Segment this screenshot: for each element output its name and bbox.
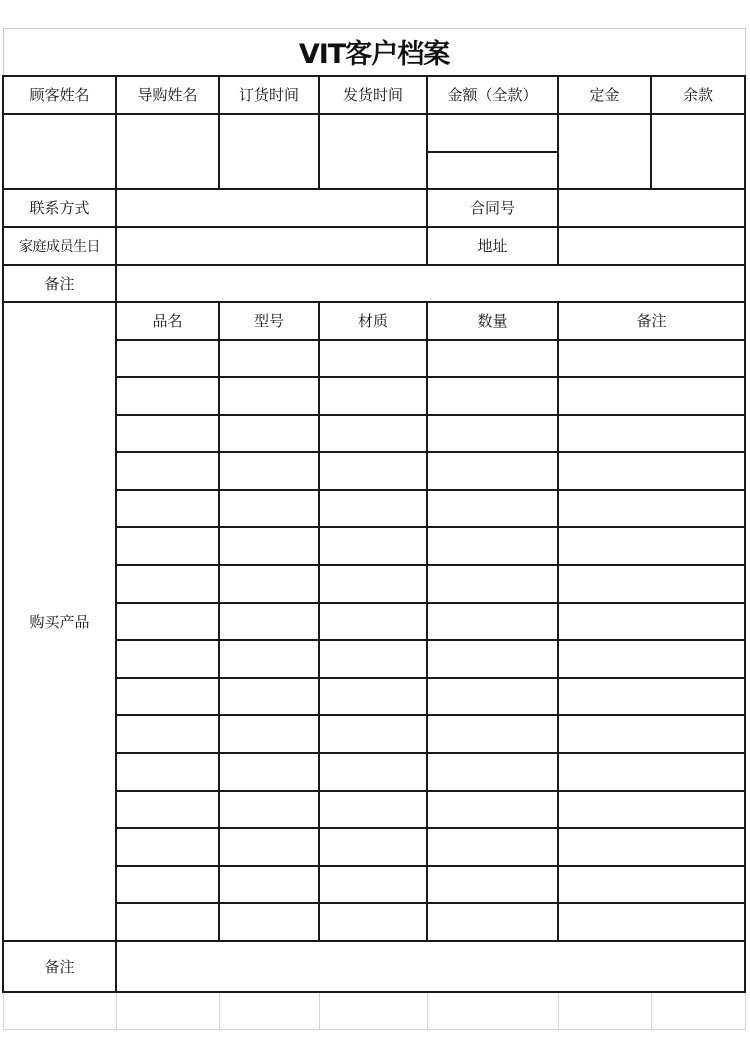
- address-label: 地址: [427, 227, 558, 265]
- product-material-cell[interactable]: [319, 452, 427, 490]
- product-remark-cell[interactable]: [558, 791, 745, 829]
- family-birthday-cell[interactable]: [116, 227, 427, 265]
- product-name-cell[interactable]: [116, 603, 219, 641]
- product-name-cell[interactable]: [116, 791, 219, 829]
- guide-name-cell[interactable]: [116, 114, 219, 189]
- header-customer-name: 顾客姓名: [3, 76, 116, 114]
- product-name-cell[interactable]: [116, 678, 219, 716]
- product-quantity-cell[interactable]: [427, 791, 558, 829]
- product-model-cell[interactable]: [219, 640, 319, 678]
- product-name-cell[interactable]: [116, 866, 219, 904]
- product-model-cell[interactable]: [219, 828, 319, 866]
- product-model-cell[interactable]: [219, 903, 319, 941]
- balance-cell[interactable]: [651, 114, 745, 189]
- empty-grid-cell[interactable]: [319, 992, 427, 1029]
- empty-grid-cell[interactable]: [3, 992, 116, 1029]
- contract-cell[interactable]: [558, 189, 745, 227]
- product-model-cell[interactable]: [219, 340, 319, 378]
- product-model-cell[interactable]: [219, 753, 319, 791]
- product-name-cell[interactable]: [116, 490, 219, 528]
- product-remark-cell[interactable]: [558, 640, 745, 678]
- empty-grid-cell[interactable]: [558, 992, 651, 1029]
- product-name-cell[interactable]: [116, 527, 219, 565]
- remark-label: 备注: [3, 265, 116, 302]
- product-remark-cell[interactable]: [558, 565, 745, 603]
- product-remark-cell[interactable]: [558, 603, 745, 641]
- product-name-cell[interactable]: [116, 753, 219, 791]
- amount-cell-2[interactable]: [427, 152, 558, 189]
- product-name-cell[interactable]: [116, 828, 219, 866]
- order-time-cell[interactable]: [219, 114, 319, 189]
- product-quantity-cell[interactable]: [427, 640, 558, 678]
- product-quantity-cell[interactable]: [427, 828, 558, 866]
- product-model-cell[interactable]: [219, 791, 319, 829]
- product-model-cell[interactable]: [219, 415, 319, 453]
- product-material-cell[interactable]: [319, 565, 427, 603]
- product-remark-cell[interactable]: [558, 527, 745, 565]
- empty-grid-cell[interactable]: [427, 992, 558, 1029]
- product-remark-cell[interactable]: [558, 678, 745, 716]
- product-material-cell[interactable]: [319, 340, 427, 378]
- product-remark-cell[interactable]: [558, 340, 745, 378]
- product-remark-cell[interactable]: [558, 828, 745, 866]
- ship-time-cell[interactable]: [319, 114, 427, 189]
- product-quantity-cell[interactable]: [427, 753, 558, 791]
- product-material-cell[interactable]: [319, 527, 427, 565]
- header-deposit: 定金: [558, 76, 651, 114]
- product-remark-cell[interactable]: [558, 452, 745, 490]
- contact-label: 联系方式: [3, 189, 116, 227]
- product-material-cell[interactable]: [319, 828, 427, 866]
- page-title: VIT客户档案: [3, 29, 745, 76]
- remark-cell[interactable]: [116, 265, 745, 302]
- customer-file-form: [2, 28, 746, 1030]
- product-header-name: 品名: [116, 302, 219, 340]
- product-model-cell[interactable]: [219, 715, 319, 753]
- product-material-cell[interactable]: [319, 415, 427, 453]
- empty-grid-cell[interactable]: [219, 992, 319, 1029]
- product-quantity-cell[interactable]: [427, 377, 558, 415]
- product-quantity-cell[interactable]: [427, 866, 558, 904]
- product-remark-cell[interactable]: [558, 490, 745, 528]
- product-header-remark: 备注: [558, 302, 745, 340]
- product-name-cell[interactable]: [116, 340, 219, 378]
- product-model-cell[interactable]: [219, 527, 319, 565]
- product-header-quantity: 数量: [427, 302, 558, 340]
- product-material-cell[interactable]: [319, 753, 427, 791]
- empty-grid-cell[interactable]: [116, 992, 219, 1029]
- product-quantity-cell[interactable]: [427, 340, 558, 378]
- product-model-cell[interactable]: [219, 866, 319, 904]
- header-amount: 金额（全款）: [427, 76, 558, 114]
- header-ship-time: 发货时间: [319, 76, 427, 114]
- product-model-cell[interactable]: [219, 678, 319, 716]
- product-quantity-cell[interactable]: [427, 415, 558, 453]
- product-model-cell[interactable]: [219, 452, 319, 490]
- product-quantity-cell[interactable]: [427, 527, 558, 565]
- product-material-cell[interactable]: [319, 603, 427, 641]
- family-birthday-label: 家庭成员生日: [3, 227, 116, 265]
- product-material-cell[interactable]: [319, 866, 427, 904]
- product-material-cell[interactable]: [319, 490, 427, 528]
- product-name-cell[interactable]: [116, 377, 219, 415]
- header-guide-name: 导购姓名: [116, 76, 219, 114]
- product-model-cell[interactable]: [219, 490, 319, 528]
- product-model-cell[interactable]: [219, 377, 319, 415]
- product-quantity-cell[interactable]: [427, 452, 558, 490]
- deposit-cell[interactable]: [558, 114, 651, 189]
- product-name-cell[interactable]: [116, 903, 219, 941]
- header-balance: 余款: [651, 76, 745, 114]
- product-remark-cell[interactable]: [558, 903, 745, 941]
- product-quantity-cell[interactable]: [427, 490, 558, 528]
- address-cell[interactable]: [558, 227, 745, 265]
- product-material-cell[interactable]: [319, 377, 427, 415]
- product-name-cell[interactable]: [116, 415, 219, 453]
- product-quantity-cell[interactable]: [427, 603, 558, 641]
- contract-label: 合同号: [427, 189, 558, 227]
- empty-grid-cell[interactable]: [651, 992, 745, 1029]
- amount-cell-1[interactable]: [427, 114, 558, 152]
- product-name-cell[interactable]: [116, 640, 219, 678]
- product-name-cell[interactable]: [116, 452, 219, 490]
- customer-name-cell[interactable]: [3, 114, 116, 189]
- product-model-cell[interactable]: [219, 603, 319, 641]
- product-remark-cell[interactable]: [558, 866, 745, 904]
- product-name-cell[interactable]: [116, 565, 219, 603]
- product-quantity-cell[interactable]: [427, 903, 558, 941]
- contact-cell[interactable]: [116, 189, 427, 227]
- product-remark-cell[interactable]: [558, 753, 745, 791]
- product-header-material: 材质: [319, 302, 427, 340]
- product-material-cell[interactable]: [319, 678, 427, 716]
- product-quantity-cell[interactable]: [427, 565, 558, 603]
- product-quantity-cell[interactable]: [427, 715, 558, 753]
- product-material-cell[interactable]: [319, 791, 427, 829]
- product-material-cell[interactable]: [319, 903, 427, 941]
- header-order-time: 订货时间: [219, 76, 319, 114]
- product-model-cell[interactable]: [219, 565, 319, 603]
- product-remark-cell[interactable]: [558, 377, 745, 415]
- product-remark-cell[interactable]: [558, 715, 745, 753]
- product-material-cell[interactable]: [319, 715, 427, 753]
- product-material-cell[interactable]: [319, 640, 427, 678]
- bottom-remark-cell[interactable]: [116, 941, 745, 992]
- products-label: 购买产品: [3, 302, 116, 942]
- product-quantity-cell[interactable]: [427, 678, 558, 716]
- product-remark-cell[interactable]: [558, 415, 745, 453]
- bottom-remark-label: 备注: [3, 941, 116, 992]
- product-name-cell[interactable]: [116, 715, 219, 753]
- product-header-model: 型号: [219, 302, 319, 340]
